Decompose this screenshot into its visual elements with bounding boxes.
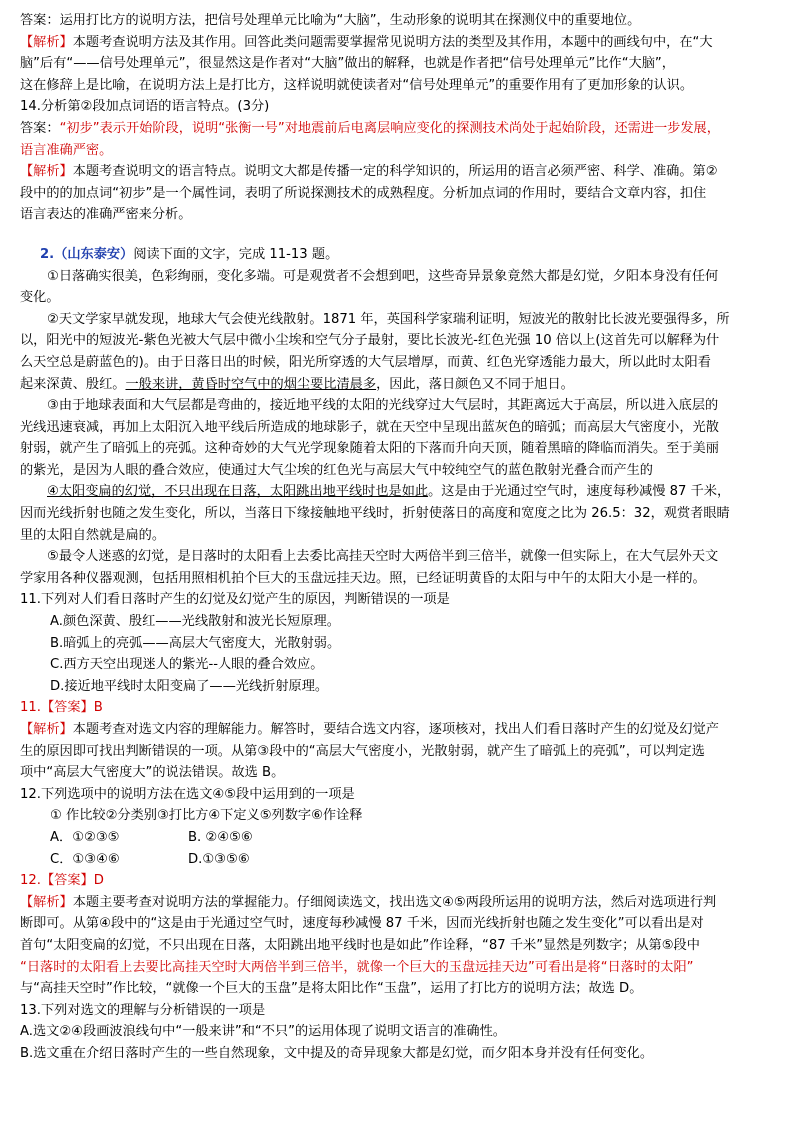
analysis-line: 这在修辞上是比喻，在说明方法上是打比方，这样说明就使读者对“信号处理单元”的重要作用有了更加形象的认识。 — [20, 77, 694, 93]
analysis-text: 本题主要考查对说明方法的掌握能力。仔细阅读选文，找出选文④⑤两段所运用的说明方法，然后对选项进行判 — [72, 894, 717, 910]
option-row — [20, 849, 780, 871]
passage-line: 射弱，就产生了暗弧上的亮弧。这种奇妙的大气光学现象随着太阳的下落而升向天顶，随着黑暗的降临而消失。至于美丽 — [20, 441, 719, 457]
option-d: D.接近地平线时太阳变扁了——光线折射原理。 — [50, 678, 329, 694]
option-row — [20, 827, 780, 849]
document-page — [20, 10, 780, 1065]
analysis-tag: 【解析】 — [20, 34, 73, 50]
section-intro: 阅读下面的文字，完成 11-13 题。 — [133, 246, 339, 262]
answer-text: 运用打比方的说明方法，把信号处理单元比喻为“大脑”，生动形象的说明其在探测仪中的重要地位。 — [59, 13, 641, 28]
passage-text: 起来深黄、殷红。 — [20, 376, 126, 392]
option-a: A.选文②④段画波浪线句中“一般来讲”和“不只”的运用体现了说明文语言的准确性。 — [20, 1024, 506, 1040]
option-a: A．①②③⑤ — [50, 829, 120, 845]
passage-line: 以，阳光中的短波光-紫色光被大气层中微小尘埃和空气分子最射，要比长波光-红色光强 10 倍以上(这首先可以解释为什 — [20, 333, 720, 349]
analysis-text: 本题考查说明方法及其作用。回答此类问题需要掌握常见说明方法的类型及其作用，本题中的画线句中，在“大 — [72, 34, 713, 50]
passage-line: 的紫光，是因为人眼的叠合效应，使通过大气尘埃的红色光与高层大气中较纯空气的蓝色散射光叠合而产生的 — [20, 462, 653, 478]
section-number: 2.（山东泰安） — [40, 246, 134, 262]
passage-line — [20, 374, 780, 396]
analysis-line: 段中的的加点词“初步”是一个属性词，表明了所说探测技术的成熟程度。分析加点词的作用时，要结合文章内容，扣住 — [20, 185, 707, 201]
answer-text: “初步”表示开始阶段，说明“张衡一号”对地震前后电离层响应变化的探测技术尚处于起始阶段，还需进一步发展， — [59, 120, 720, 136]
analysis-line — [20, 32, 780, 54]
analysis-line: 脑”后有“——信号处理单元”，很显然这是作者对“大脑”做出的解释，也就是作者把“信号处理单元”比作“大脑”， — [20, 56, 675, 72]
analysis-line: 与“高挂天空时”作比较，“就像一个巨大的玉盘”是将太阳比作“玉盘”，运用了打比方的说明方法；故选 D。 — [20, 981, 643, 997]
option-d: D.①③⑤⑥ — [188, 851, 250, 867]
passage-line: ③由于地球表面和大气层都是弯曲的，接近地平线的太阳的光线穿过大气层时，其距离远大于高层，所以进入底层的 — [47, 398, 719, 414]
answer-head: 12.【答案】 — [20, 873, 94, 889]
analysis-line: 生的原因即可找出判断错误的一项。从第③段中的“高层大气密度小，光散射弱，就产生了暗弧上的亮弧”，可以判定选 — [20, 743, 705, 759]
answer-line — [20, 118, 780, 140]
analysis-line: 项中“高层大气密度大”的说法错误。故选 B。 — [20, 765, 285, 781]
option-b: B.暗弧上的亮弧——高层大气密度大，光散射弱。 — [50, 635, 341, 651]
option-b: B.选文重在介绍日落时产生的一些自然现象，文中提及的奇异现象大都是幻觉，而夕阳本身并没有任何变化。 — [20, 1045, 654, 1061]
analysis-line: 首句“太阳变扁的幻觉，不只出现在日落，太阳跳出地平线时也是如此”作诠释，“87 千米”显然是列数字；从第⑤段中 — [20, 937, 700, 953]
answer-value: B — [93, 700, 103, 716]
passage-text: ，因此，落日颜色又不同于旭日。 — [376, 376, 574, 392]
analysis-line: “日落时的太阳看上去要比高挂天空时大两倍半到三倍半，就像一个巨大的玉盘远挂天边”可看出是将“日落时的太阳” — [20, 959, 694, 975]
analysis-tag: 【解析】 — [20, 722, 73, 737]
answer-line — [20, 870, 780, 892]
analysis-line — [20, 719, 780, 741]
passage-line: ⑤最令人迷惑的幻觉，是日落时的太阳看上去委比高挂天空时大两倍半到三倍半，就像一但实际上，在大气层外天文 — [47, 549, 719, 565]
passage-line: ①日落确实很美，色彩绚丽，变化多端。可是观赏者不会想到吧，这些奇异景象竟然大都是幻觉，夕阳本身没有任何 — [47, 268, 719, 284]
passage-line: 么天空总是蔚蓝色的)。由于日落日出的时候，阳光所穿透的大气层增厚，而黄、红色光穿透能力最大，所以此时太阳看 — [20, 354, 711, 370]
answer-line — [20, 10, 780, 32]
method-list: ① 作比较②分类别③打比方④下定义⑤列数字⑥作诠释 — [50, 808, 363, 824]
option-c: C.西方天空出现迷人的紫光--人眼的叠合效应。 — [50, 657, 324, 673]
analysis-text: 本题考查对选文内容的理解能力。解答时，要结合选文内容，逐项核对，找出人们看日落时产生的幻觉及幻觉产 — [72, 722, 719, 737]
analysis-text: 本题考查说明文的语言特点。说明文大都是传播一定的科学知识的，所运用的语言必须严密、科学、准确。第② — [72, 164, 718, 180]
passage-line: 因而光线折射也随之发生变化，所以，当落日下缘接触地平线时，折射使落日的高度和宽度之比为 26.5：32，观赏者眼睛 — [20, 506, 730, 522]
analysis-tag: 【解析】 — [20, 164, 73, 180]
question-14: 14.分析第②段加点词语的语言特点。(3分) — [20, 99, 270, 115]
answer-label: 答案： — [20, 120, 60, 136]
section-heading — [20, 244, 780, 266]
question-13: 13.下列对选文的理解与分析错误的一项是 — [20, 1002, 266, 1018]
passage-line: 里的太阳自然就是扁的。 — [20, 527, 166, 543]
question-11: 11.下列对人们看日落时产生的幻觉及幻觉产生的原因，判断错误的一项是 — [20, 592, 450, 608]
option-b: B. ②④⑤⑥ — [188, 829, 253, 845]
passage-line: 光线迅速衰减，再加上太阳沉入地平线后所造成的地球影子，就在天空中呈现出蓝灰色的暗弧；而高层大气密度小，光散 — [20, 419, 719, 435]
analysis-line: 断即可。从第④段中的“这是由于光通过空气时，速度每秒减慢 87 千米，因而光线折射也随之发生变化”可以看出是对 — [20, 916, 704, 932]
passage-line — [20, 481, 780, 503]
passage-line: 变化。 — [20, 290, 60, 306]
analysis-line — [20, 892, 780, 914]
option-a: A.颜色深黄、殷红——光线散射和波光长短原理。 — [50, 614, 340, 630]
analysis-line — [20, 161, 780, 183]
question-12: 12.下列选项中的说明方法在选文④⑤段中运用到的一项是 — [20, 786, 355, 802]
analysis-line: 语言表达的准确严密来分析。 — [20, 207, 192, 223]
passage-text: 。这是由于光通过空气时，速度每秒减慢 87 千米， — [428, 484, 731, 500]
answer-line: 语言准确严密。 — [20, 142, 113, 158]
answer-label: 答案： — [20, 13, 60, 28]
option-c: C．①③④⑥ — [50, 851, 120, 867]
answer-value: D — [93, 873, 104, 889]
passage-line: 学家用各种仪器观测，包括用照相机拍个巨大的玉盘远挂天边。照，已经证明黄昏的太阳与中午的太阳大小是一样的。 — [20, 570, 706, 586]
wavy-underlined-sentence: 一般来讲，黄昏时空气中的烟尘要比清晨多 — [125, 376, 377, 392]
answer-line — [20, 697, 780, 719]
passage-line: ②天文学家早就发现，地球大气会使光线散射。1871 年，英国科学家瑞利证明，短波光的散射比长波光要强得多，所 — [47, 311, 730, 327]
analysis-tag: 【解析】 — [20, 894, 73, 910]
answer-head: 11.【答案】 — [20, 700, 94, 716]
wavy-underlined-sentence: ④太阳变扁的幻觉，不只出现在日落，太阳跳出地平线时也是如此 — [47, 484, 429, 500]
